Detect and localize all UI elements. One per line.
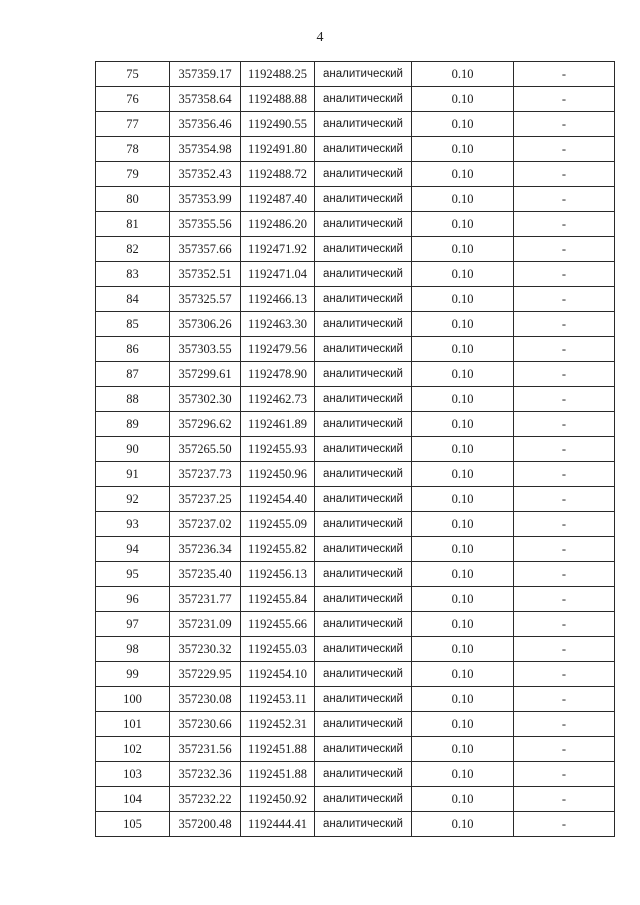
x-coordinate-cell: 357230.66 bbox=[170, 712, 241, 737]
point-number-cell: 96 bbox=[96, 587, 170, 612]
coordinates-table-body bbox=[96, 62, 615, 837]
accuracy-cell: 0.10 bbox=[412, 212, 514, 237]
method-cell: аналитический bbox=[315, 612, 412, 637]
description-cell: - bbox=[514, 587, 615, 612]
method-cell: аналитический bbox=[315, 212, 412, 237]
y-coordinate-cell: 1192488.72 bbox=[241, 162, 315, 187]
y-coordinate-cell: 1192486.20 bbox=[241, 212, 315, 237]
table-row bbox=[96, 212, 615, 237]
description-cell: - bbox=[514, 412, 615, 437]
point-number-cell: 101 bbox=[96, 712, 170, 737]
description-cell: - bbox=[514, 312, 615, 337]
y-coordinate-cell: 1192451.88 bbox=[241, 762, 315, 787]
y-coordinate-cell: 1192488.25 bbox=[241, 62, 315, 87]
table-row bbox=[96, 587, 615, 612]
table-row bbox=[96, 287, 615, 312]
description-cell: - bbox=[514, 612, 615, 637]
accuracy-cell: 0.10 bbox=[412, 237, 514, 262]
y-coordinate-cell: 1192471.92 bbox=[241, 237, 315, 262]
point-number-cell: 92 bbox=[96, 487, 170, 512]
x-coordinate-cell: 357232.36 bbox=[170, 762, 241, 787]
description-cell: - bbox=[514, 187, 615, 212]
point-number-cell: 79 bbox=[96, 162, 170, 187]
description-cell: - bbox=[514, 262, 615, 287]
x-coordinate-cell: 357299.61 bbox=[170, 362, 241, 387]
description-cell: - bbox=[514, 487, 615, 512]
point-number-cell: 84 bbox=[96, 287, 170, 312]
description-cell: - bbox=[514, 637, 615, 662]
coordinates-table bbox=[95, 61, 615, 837]
table-row bbox=[96, 187, 615, 212]
table-row bbox=[96, 412, 615, 437]
y-coordinate-cell: 1192462.73 bbox=[241, 387, 315, 412]
y-coordinate-cell: 1192456.13 bbox=[241, 562, 315, 587]
description-cell: - bbox=[514, 337, 615, 362]
x-coordinate-cell: 357235.40 bbox=[170, 562, 241, 587]
y-coordinate-cell: 1192444.41 bbox=[241, 812, 315, 837]
point-number-cell: 88 bbox=[96, 387, 170, 412]
x-coordinate-cell: 357230.32 bbox=[170, 637, 241, 662]
accuracy-cell: 0.10 bbox=[412, 112, 514, 137]
point-number-cell: 97 bbox=[96, 612, 170, 637]
accuracy-cell: 0.10 bbox=[412, 737, 514, 762]
point-number-cell: 85 bbox=[96, 312, 170, 337]
method-cell: аналитический bbox=[315, 412, 412, 437]
y-coordinate-cell: 1192454.10 bbox=[241, 662, 315, 687]
accuracy-cell: 0.10 bbox=[412, 62, 514, 87]
description-cell: - bbox=[514, 87, 615, 112]
y-coordinate-cell: 1192487.40 bbox=[241, 187, 315, 212]
x-coordinate-cell: 357357.66 bbox=[170, 237, 241, 262]
method-cell: аналитический bbox=[315, 487, 412, 512]
method-cell: аналитический bbox=[315, 287, 412, 312]
y-coordinate-cell: 1192471.04 bbox=[241, 262, 315, 287]
table-row bbox=[96, 62, 615, 87]
x-coordinate-cell: 357325.57 bbox=[170, 287, 241, 312]
table-row bbox=[96, 112, 615, 137]
y-coordinate-cell: 1192451.88 bbox=[241, 737, 315, 762]
y-coordinate-cell: 1192455.66 bbox=[241, 612, 315, 637]
point-number-cell: 76 bbox=[96, 87, 170, 112]
accuracy-cell: 0.10 bbox=[412, 387, 514, 412]
method-cell: аналитический bbox=[315, 537, 412, 562]
method-cell: аналитический bbox=[315, 687, 412, 712]
table-row bbox=[96, 562, 615, 587]
y-coordinate-cell: 1192455.09 bbox=[241, 512, 315, 537]
description-cell: - bbox=[514, 737, 615, 762]
table-row bbox=[96, 612, 615, 637]
table-row bbox=[96, 162, 615, 187]
y-coordinate-cell: 1192461.89 bbox=[241, 412, 315, 437]
accuracy-cell: 0.10 bbox=[412, 487, 514, 512]
table-row bbox=[96, 712, 615, 737]
x-coordinate-cell: 357306.26 bbox=[170, 312, 241, 337]
table-row bbox=[96, 737, 615, 762]
y-coordinate-cell: 1192455.82 bbox=[241, 537, 315, 562]
y-coordinate-cell: 1192452.31 bbox=[241, 712, 315, 737]
x-coordinate-cell: 357352.51 bbox=[170, 262, 241, 287]
y-coordinate-cell: 1192455.03 bbox=[241, 637, 315, 662]
x-coordinate-cell: 357231.56 bbox=[170, 737, 241, 762]
description-cell: - bbox=[514, 387, 615, 412]
point-number-cell: 93 bbox=[96, 512, 170, 537]
x-coordinate-cell: 357359.17 bbox=[170, 62, 241, 87]
point-number-cell: 100 bbox=[96, 687, 170, 712]
x-coordinate-cell: 357265.50 bbox=[170, 437, 241, 462]
table-row bbox=[96, 762, 615, 787]
x-coordinate-cell: 357232.22 bbox=[170, 787, 241, 812]
point-number-cell: 83 bbox=[96, 262, 170, 287]
table-row bbox=[96, 637, 615, 662]
x-coordinate-cell: 357237.25 bbox=[170, 487, 241, 512]
method-cell: аналитический bbox=[315, 387, 412, 412]
table-row bbox=[96, 537, 615, 562]
table-row bbox=[96, 387, 615, 412]
description-cell: - bbox=[514, 462, 615, 487]
accuracy-cell: 0.10 bbox=[412, 537, 514, 562]
point-number-cell: 102 bbox=[96, 737, 170, 762]
table-row bbox=[96, 337, 615, 362]
method-cell: аналитический bbox=[315, 462, 412, 487]
table-row bbox=[96, 137, 615, 162]
accuracy-cell: 0.10 bbox=[412, 762, 514, 787]
table-row bbox=[96, 362, 615, 387]
point-number-cell: 103 bbox=[96, 762, 170, 787]
x-coordinate-cell: 357236.34 bbox=[170, 537, 241, 562]
table-row bbox=[96, 662, 615, 687]
table-row bbox=[96, 237, 615, 262]
x-coordinate-cell: 357231.77 bbox=[170, 587, 241, 612]
description-cell: - bbox=[514, 162, 615, 187]
accuracy-cell: 0.10 bbox=[412, 512, 514, 537]
accuracy-cell: 0.10 bbox=[412, 362, 514, 387]
point-number-cell: 105 bbox=[96, 812, 170, 837]
accuracy-cell: 0.10 bbox=[412, 187, 514, 212]
accuracy-cell: 0.10 bbox=[412, 787, 514, 812]
method-cell: аналитический bbox=[315, 512, 412, 537]
method-cell: аналитический bbox=[315, 437, 412, 462]
x-coordinate-cell: 357358.64 bbox=[170, 87, 241, 112]
point-number-cell: 80 bbox=[96, 187, 170, 212]
point-number-cell: 81 bbox=[96, 212, 170, 237]
table-row bbox=[96, 812, 615, 837]
description-cell: - bbox=[514, 687, 615, 712]
method-cell: аналитический bbox=[315, 262, 412, 287]
y-coordinate-cell: 1192490.55 bbox=[241, 112, 315, 137]
method-cell: аналитический bbox=[315, 712, 412, 737]
point-number-cell: 104 bbox=[96, 787, 170, 812]
x-coordinate-cell: 357237.02 bbox=[170, 512, 241, 537]
method-cell: аналитический bbox=[315, 812, 412, 837]
description-cell: - bbox=[514, 437, 615, 462]
table-row bbox=[96, 87, 615, 112]
method-cell: аналитический bbox=[315, 62, 412, 87]
table-row bbox=[96, 487, 615, 512]
description-cell: - bbox=[514, 512, 615, 537]
description-cell: - bbox=[514, 762, 615, 787]
x-coordinate-cell: 357303.55 bbox=[170, 337, 241, 362]
x-coordinate-cell: 357302.30 bbox=[170, 387, 241, 412]
description-cell: - bbox=[514, 212, 615, 237]
accuracy-cell: 0.10 bbox=[412, 262, 514, 287]
table-row bbox=[96, 437, 615, 462]
method-cell: аналитический bbox=[315, 787, 412, 812]
method-cell: аналитический bbox=[315, 162, 412, 187]
description-cell: - bbox=[514, 287, 615, 312]
table-row bbox=[96, 687, 615, 712]
x-coordinate-cell: 357229.95 bbox=[170, 662, 241, 687]
method-cell: аналитический bbox=[315, 137, 412, 162]
method-cell: аналитический bbox=[315, 337, 412, 362]
accuracy-cell: 0.10 bbox=[412, 337, 514, 362]
table-row bbox=[96, 512, 615, 537]
point-number-cell: 82 bbox=[96, 237, 170, 262]
description-cell: - bbox=[514, 562, 615, 587]
point-number-cell: 89 bbox=[96, 412, 170, 437]
accuracy-cell: 0.10 bbox=[412, 812, 514, 837]
accuracy-cell: 0.10 bbox=[412, 162, 514, 187]
accuracy-cell: 0.10 bbox=[412, 637, 514, 662]
method-cell: аналитический bbox=[315, 362, 412, 387]
accuracy-cell: 0.10 bbox=[412, 712, 514, 737]
x-coordinate-cell: 357352.43 bbox=[170, 162, 241, 187]
point-number-cell: 90 bbox=[96, 437, 170, 462]
description-cell: - bbox=[514, 112, 615, 137]
table-row bbox=[96, 462, 615, 487]
accuracy-cell: 0.10 bbox=[412, 312, 514, 337]
y-coordinate-cell: 1192478.90 bbox=[241, 362, 315, 387]
x-coordinate-cell: 357296.62 bbox=[170, 412, 241, 437]
point-number-cell: 95 bbox=[96, 562, 170, 587]
accuracy-cell: 0.10 bbox=[412, 437, 514, 462]
x-coordinate-cell: 357230.08 bbox=[170, 687, 241, 712]
method-cell: аналитический bbox=[315, 312, 412, 337]
method-cell: аналитический bbox=[315, 762, 412, 787]
method-cell: аналитический bbox=[315, 112, 412, 137]
x-coordinate-cell: 357355.56 bbox=[170, 212, 241, 237]
method-cell: аналитический bbox=[315, 187, 412, 212]
accuracy-cell: 0.10 bbox=[412, 662, 514, 687]
y-coordinate-cell: 1192463.30 bbox=[241, 312, 315, 337]
accuracy-cell: 0.10 bbox=[412, 687, 514, 712]
accuracy-cell: 0.10 bbox=[412, 462, 514, 487]
y-coordinate-cell: 1192453.11 bbox=[241, 687, 315, 712]
x-coordinate-cell: 357354.98 bbox=[170, 137, 241, 162]
y-coordinate-cell: 1192491.80 bbox=[241, 137, 315, 162]
accuracy-cell: 0.10 bbox=[412, 87, 514, 112]
accuracy-cell: 0.10 bbox=[412, 612, 514, 637]
x-coordinate-cell: 357231.09 bbox=[170, 612, 241, 637]
method-cell: аналитический bbox=[315, 587, 412, 612]
table-row bbox=[96, 312, 615, 337]
y-coordinate-cell: 1192455.84 bbox=[241, 587, 315, 612]
method-cell: аналитический bbox=[315, 562, 412, 587]
description-cell: - bbox=[514, 712, 615, 737]
point-number-cell: 94 bbox=[96, 537, 170, 562]
accuracy-cell: 0.10 bbox=[412, 137, 514, 162]
page-number: 4 bbox=[316, 30, 324, 45]
y-coordinate-cell: 1192455.93 bbox=[241, 437, 315, 462]
point-number-cell: 75 bbox=[96, 62, 170, 87]
y-coordinate-cell: 1192479.56 bbox=[241, 337, 315, 362]
point-number-cell: 99 bbox=[96, 662, 170, 687]
accuracy-cell: 0.10 bbox=[412, 587, 514, 612]
point-number-cell: 87 bbox=[96, 362, 170, 387]
description-cell: - bbox=[514, 787, 615, 812]
method-cell: аналитический bbox=[315, 237, 412, 262]
method-cell: аналитический bbox=[315, 662, 412, 687]
description-cell: - bbox=[514, 812, 615, 837]
y-coordinate-cell: 1192450.92 bbox=[241, 787, 315, 812]
x-coordinate-cell: 357356.46 bbox=[170, 112, 241, 137]
x-coordinate-cell: 357200.48 bbox=[170, 812, 241, 837]
description-cell: - bbox=[514, 362, 615, 387]
point-number-cell: 77 bbox=[96, 112, 170, 137]
point-number-cell: 91 bbox=[96, 462, 170, 487]
x-coordinate-cell: 357353.99 bbox=[170, 187, 241, 212]
description-cell: - bbox=[514, 662, 615, 687]
point-number-cell: 86 bbox=[96, 337, 170, 362]
description-cell: - bbox=[514, 237, 615, 262]
description-cell: - bbox=[514, 62, 615, 87]
method-cell: аналитический bbox=[315, 737, 412, 762]
point-number-cell: 78 bbox=[96, 137, 170, 162]
method-cell: аналитический bbox=[315, 637, 412, 662]
point-number-cell: 98 bbox=[96, 637, 170, 662]
accuracy-cell: 0.10 bbox=[412, 562, 514, 587]
description-cell: - bbox=[514, 537, 615, 562]
description-cell: - bbox=[514, 137, 615, 162]
accuracy-cell: 0.10 bbox=[412, 412, 514, 437]
x-coordinate-cell: 357237.73 bbox=[170, 462, 241, 487]
y-coordinate-cell: 1192450.96 bbox=[241, 462, 315, 487]
accuracy-cell: 0.10 bbox=[412, 287, 514, 312]
table-row bbox=[96, 262, 615, 287]
y-coordinate-cell: 1192466.13 bbox=[241, 287, 315, 312]
method-cell: аналитический bbox=[315, 87, 412, 112]
y-coordinate-cell: 1192454.40 bbox=[241, 487, 315, 512]
y-coordinate-cell: 1192488.88 bbox=[241, 87, 315, 112]
table-row bbox=[96, 787, 615, 812]
